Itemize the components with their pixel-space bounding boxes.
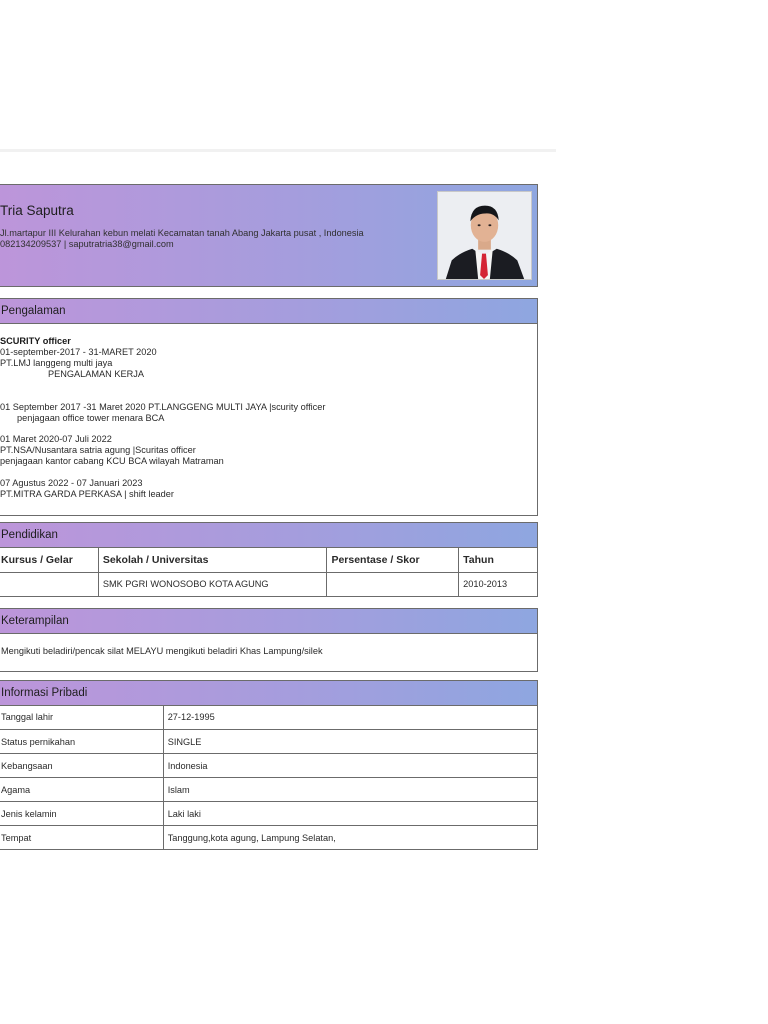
phone-email-text: 082134209537 | saputratria38@gmail.com [0, 239, 174, 249]
page-top-divider [0, 149, 556, 152]
info-value: Laki laki [163, 802, 537, 826]
info-label: Status pernikahan [0, 730, 163, 754]
table-cell: 2010-2013 [459, 572, 538, 596]
experience-line: PT.NSA/Nusantara satria agung |Scuritas officer [0, 445, 196, 455]
table-row [0, 572, 538, 596]
experience-line: 01-september-2017 - 31-MARET 2020 [0, 347, 157, 357]
experience-position: SCURITY officer [0, 336, 71, 346]
column-header: Persentase / Skor [327, 548, 459, 572]
info-label: Jenis kelamin [0, 802, 163, 826]
info-label: Tempat [0, 826, 163, 850]
personal-info-section-header: Informasi Pribadi [0, 680, 538, 706]
experience-line: 01 Maret 2020-07 Juli 2022 [0, 434, 112, 444]
skills-section-header: Keterampilan [0, 608, 538, 634]
table-cell: SMK PGRI WONOSOBO KOTA AGUNG [98, 572, 327, 596]
column-header: Kursus / Gelar [0, 548, 98, 572]
candidate-name: Tria Saputra [0, 203, 74, 218]
info-value: 27-12-1995 [163, 706, 537, 730]
table-row [0, 706, 538, 730]
education-section-header: Pendidikan [0, 522, 538, 548]
table-row [0, 754, 538, 778]
personal-info-table [0, 706, 538, 851]
person-portrait-icon [438, 192, 531, 279]
resume-header [0, 184, 538, 287]
table-header-row [0, 548, 538, 572]
info-value: Indonesia [163, 754, 537, 778]
table-row [0, 778, 538, 802]
info-label: Tanggal lahir [0, 706, 163, 730]
experience-line: PT.MITRA GARDA PERKASA | shift leader [0, 489, 174, 499]
experience-line: PENGALAMAN KERJA [48, 369, 144, 379]
profile-photo [437, 191, 532, 280]
experience-section-header: Pengalaman [0, 298, 538, 324]
info-label: Kebangsaan [0, 754, 163, 778]
resume-sheet [0, 184, 538, 850]
experience-line: PT.LMJ langgeng multi jaya [0, 358, 113, 368]
experience-line: penjagaan kantor cabang KCU BCA wilayah Matraman [0, 456, 224, 466]
table-row [0, 826, 538, 850]
address-text: Jl.martapur III Kelurahan kebun melati Kecamatan tanah Abang Jakarta pusat , Indonesia [0, 228, 364, 238]
info-value: Tanggung,kota agung, Lampung Selatan, [163, 826, 537, 850]
info-label: Agama [0, 778, 163, 802]
education-table [0, 548, 538, 597]
experience-body [0, 324, 538, 516]
column-header: Sekolah / Universitas [98, 548, 327, 572]
skills-text: Mengikuti beladiri/pencak silat MELAYU mengikuti beladiri Khas Lampung/silek [0, 634, 538, 672]
contact-block [0, 228, 364, 250]
column-header: Tahun [459, 548, 538, 572]
experience-line: 07 Agustus 2022 - 07 Januari 2023 [0, 478, 143, 488]
table-cell [327, 572, 459, 596]
experience-line: penjagaan office tower menara BCA [17, 413, 165, 423]
table-cell [0, 572, 98, 596]
info-value: SINGLE [163, 730, 537, 754]
table-row [0, 730, 538, 754]
experience-line: 01 September 2017 -31 Maret 2020 PT.LANGGENG MULTI JAYA |scurity officer [0, 402, 326, 412]
table-row [0, 802, 538, 826]
info-value: Islam [163, 778, 537, 802]
